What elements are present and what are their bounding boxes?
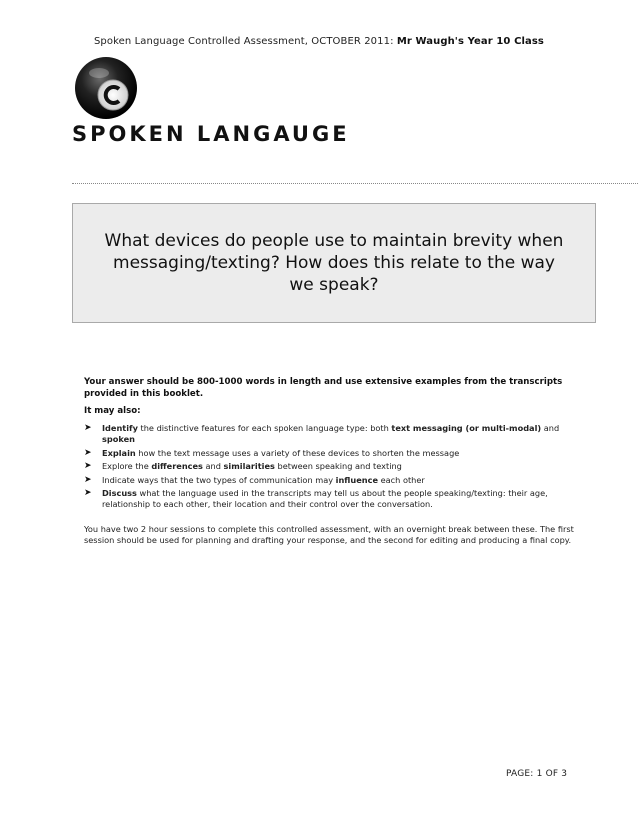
keyword: Explain <box>102 447 136 458</box>
keyword: Identify <box>102 423 138 433</box>
header-class-name: Mr Waugh's Year 10 Class <box>396 36 544 47</box>
arrow-bullet-icon: ➤ <box>84 461 92 471</box>
list-text: and <box>541 423 560 433</box>
list-text: between speaking and texting <box>274 461 402 471</box>
divider <box>72 183 638 184</box>
list-text: Indicate ways that the two types of communication may <box>102 474 336 485</box>
list-text: each other <box>378 474 425 485</box>
list-text: Explore the <box>102 461 152 471</box>
question-box <box>72 203 596 323</box>
page-number: PAGE: 1 OF 3 <box>506 769 568 779</box>
keyword: text messaging (or multi-modal) <box>391 423 542 433</box>
task-list <box>84 423 592 510</box>
keyword: Discuss <box>102 488 137 498</box>
list-text: how the text message uses a variety of these devices to shorten the message <box>135 447 460 458</box>
list-text: and <box>202 461 224 471</box>
instructions <box>84 377 592 554</box>
keyword: influence <box>335 474 378 485</box>
keyword: differences <box>151 461 203 471</box>
keyword: spoken <box>102 434 135 444</box>
header-prefix: Spoken Language Controlled Assessment, OCTOBER 2011: <box>93 36 397 47</box>
list-item <box>84 488 592 510</box>
page-header <box>0 36 638 47</box>
list-item <box>84 423 592 445</box>
arrow-bullet-icon: ➤ <box>84 488 92 498</box>
sessions-paragraph: You have two 2 hour sessions to complete this controlled assessment, with an overnight break between these. The first session should be used for planning and drafting your response, and the second for editing and producing a final copy. <box>84 524 574 545</box>
word-count-instruction: Your answer should be 800-1000 words in length and use extensive examples from the transcripts provided in this booklet. <box>84 377 563 399</box>
arrow-bullet-icon: ➤ <box>84 423 92 433</box>
list-item <box>84 475 592 486</box>
list-text: what the language used in the transcripts may tell us about the people speaking/texting: their age, relationship to each other, their location and their control over the conversation. <box>102 488 548 509</box>
may-also-label: It may also: <box>84 406 141 416</box>
list-text: the distinctive features for each spoken language type: both <box>137 423 392 433</box>
question-text: What devices do people use to maintain brevity when messaging/texting? How does this relate to the way we speak? <box>104 231 564 295</box>
keyword: similarities <box>223 461 275 471</box>
page-title: SPOKEN LANGAUGE <box>72 122 350 146</box>
arrow-bullet-icon: ➤ <box>84 447 92 458</box>
copyright-sphere-icon <box>73 55 139 121</box>
arrow-bullet-icon: ➤ <box>84 474 92 485</box>
list-item <box>84 461 592 472</box>
list-item <box>84 448 592 459</box>
